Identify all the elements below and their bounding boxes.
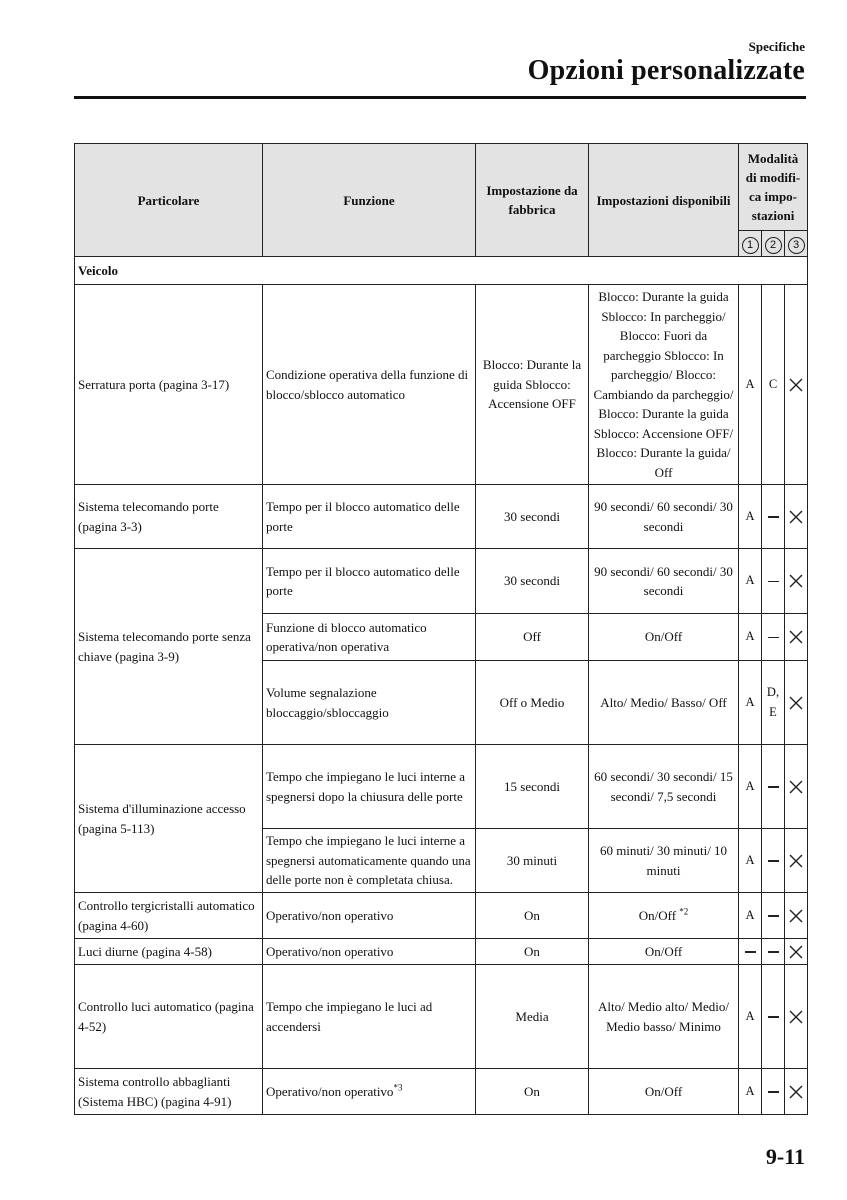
cell-disponibili [589, 893, 739, 939]
cell-mode-2 [762, 939, 785, 965]
page-title: Opzioni personalizzate [527, 55, 805, 86]
table-row [75, 893, 808, 939]
cell-mode-3 [785, 745, 808, 829]
cell-disponibili: 90 secondi/ 60 secondi/ 30 secondi [589, 549, 739, 614]
title-rule [74, 96, 806, 99]
group-header-veicolo: Veicolo [75, 257, 808, 285]
cell-mode-3 [785, 965, 808, 1069]
footnote-ref: *3 [393, 1082, 403, 1093]
dash-icon [768, 915, 779, 917]
dash-icon [768, 860, 779, 862]
cell-mode-2 [762, 893, 785, 939]
cell-disponibili-text: On/Off [638, 907, 677, 923]
cell-mode-2 [762, 485, 785, 549]
cell-mode-1: A [739, 965, 762, 1069]
cross-icon [789, 909, 803, 923]
cell-mode-2: D, E [762, 661, 785, 745]
mode-2-header [762, 231, 785, 257]
cell-disponibili: On/Off [589, 1069, 739, 1115]
cell-mode-1: A [739, 285, 762, 485]
cell-mode-3 [785, 893, 808, 939]
cell-mode-2 [762, 829, 785, 893]
cross-icon [789, 696, 803, 710]
cell-mode-3 [785, 939, 808, 965]
cell-disponibili: On/Off [589, 614, 739, 661]
cell-funzione: Operativo/non operativo [263, 939, 476, 965]
dash-icon [745, 951, 756, 953]
cell-particolare: Luci diurne (pagina 4-58) [75, 939, 263, 965]
dash-icon [768, 1091, 779, 1093]
cross-icon [789, 510, 803, 524]
cross-icon [789, 780, 803, 794]
cross-icon [789, 574, 803, 588]
cell-particolare: Controllo luci automatico (pagina 4-52) [75, 965, 263, 1069]
table-row [75, 965, 808, 1069]
table-row [75, 549, 808, 614]
table-row [75, 285, 808, 485]
cell-particolare: Controllo tergicristalli automatico (pagina 4-60) [75, 893, 263, 939]
cell-mode-1: A [739, 485, 762, 549]
header-particolare: Particolare [75, 144, 263, 257]
mode-1-circle-icon: 1 [742, 237, 759, 254]
cell-mode-1: A [739, 745, 762, 829]
cell-fabbrica: 30 secondi [476, 485, 589, 549]
cell-mode-2 [762, 1069, 785, 1115]
cross-icon [789, 854, 803, 868]
cell-disponibili: Alto/ Medio alto/ Medio/ Medio basso/ Minimo [589, 965, 739, 1069]
cell-disponibili: 60 secondi/ 30 secondi/ 15 secondi/ 7,5 secondi [589, 745, 739, 829]
cross-icon [789, 1010, 803, 1024]
cell-funzione: Funzione di blocco automatico operativa/non operativa [263, 614, 476, 661]
cell-mode-1: A [739, 829, 762, 893]
cell-funzione: Volume segnalazione bloccaggio/sbloccaggio [263, 661, 476, 745]
section-label: Specifiche [748, 39, 805, 54]
cell-fabbrica: On [476, 939, 589, 965]
dash-icon [768, 951, 779, 953]
cell-mode-1 [739, 939, 762, 965]
dash-icon [768, 516, 779, 518]
cell-disponibili: 60 minuti/ 30 minuti/ 10 minuti [589, 829, 739, 893]
cell-mode-3 [785, 829, 808, 893]
cell-disponibili: Blocco: Durante la guida Sblocco: In parcheggio/ Blocco: Fuori da parcheggio Sblocco: In parcheggio/ Blocco: Cambiando da parcheggio/ Blocco: Durante la guida Sblocco: Accensione OFF/ Blocco: Durante la guida/ Off [589, 285, 739, 485]
table-row [75, 1069, 808, 1115]
dash-icon [768, 1016, 779, 1018]
cell-fabbrica: Media [476, 965, 589, 1069]
page-number: 9-11 [765, 1144, 805, 1169]
mode-2-circle-icon: 2 [765, 237, 782, 254]
cell-fabbrica: Off [476, 614, 589, 661]
cell-mode-1: A [739, 549, 762, 614]
cell-fabbrica: 15 secondi [476, 745, 589, 829]
cell-mode-1: A [739, 893, 762, 939]
cell-funzione: Tempo per il blocco automatico delle porte [263, 485, 476, 549]
cell-mode-2 [762, 549, 785, 614]
cell-particolare: Sistema telecomando porte (pagina 3-3) [75, 485, 263, 549]
cell-disponibili: On/Off [589, 939, 739, 965]
dash-icon [768, 581, 779, 583]
cell-mode-2: C [762, 285, 785, 485]
cell-funzione: Tempo che impiegano le luci ad accendersi [263, 965, 476, 1069]
cross-icon [789, 378, 803, 392]
cell-fabbrica: Off o Medio [476, 661, 589, 745]
footnote-ref: *2 [679, 906, 689, 917]
table-row [75, 745, 808, 829]
cell-funzione-text: Operativo/non operativo [266, 1083, 394, 1099]
cell-mode-3 [785, 614, 808, 661]
cell-fabbrica: Blocco: Durante la guida Sblocco: Accensione OFF [476, 285, 589, 485]
cell-fabbrica: On [476, 893, 589, 939]
dash-icon [768, 786, 779, 788]
cell-mode-2 [762, 614, 785, 661]
cell-fabbrica: 30 minuti [476, 829, 589, 893]
mode-1-header [739, 231, 762, 257]
cell-mode-3 [785, 549, 808, 614]
cell-funzione: Condizione operativa della funzione di blocco/sblocco automatico [263, 285, 476, 485]
cross-icon [789, 630, 803, 644]
cell-funzione: Tempo che impiegano le luci interne a spegnersi dopo la chiusura delle porte [263, 745, 476, 829]
header-modalita: Modalità di modifi-ca impo-stazioni [739, 144, 808, 231]
cell-particolare: Sistema d'illuminazione accesso (pagina 5-113) [75, 745, 263, 893]
dash-icon [768, 637, 779, 639]
cross-icon [789, 945, 803, 959]
header-impostazioni-disponibili: Impostazioni disponibili [589, 144, 739, 257]
cell-funzione: Tempo per il blocco automatico delle porte [263, 549, 476, 614]
cell-mode-1: A [739, 1069, 762, 1115]
cell-disponibili: Alto/ Medio/ Basso/ Off [589, 661, 739, 745]
mode-3-header [785, 231, 808, 257]
cell-fabbrica: On [476, 1069, 589, 1115]
cell-particolare: Sistema controllo abbaglianti (Sistema HBC) (pagina 4-91) [75, 1069, 263, 1115]
header-funzione: Funzione [263, 144, 476, 257]
cell-fabbrica: 30 secondi [476, 549, 589, 614]
cell-mode-2 [762, 965, 785, 1069]
cell-mode-1: A [739, 614, 762, 661]
mode-3-circle-icon: 3 [788, 237, 805, 254]
cell-mode-3 [785, 485, 808, 549]
cell-funzione: Operativo/non operativo [263, 893, 476, 939]
cell-particolare: Sistema telecomando porte senza chiave (pagina 3-9) [75, 549, 263, 745]
table-row [75, 939, 808, 965]
cell-mode-3 [785, 285, 808, 485]
cell-mode-3 [785, 661, 808, 745]
cell-mode-2 [762, 745, 785, 829]
table-row [75, 485, 808, 549]
cell-funzione: Tempo che impiegano le luci interne a spegnersi automaticamente quando una delle porte non è completata chiusa. [263, 829, 476, 893]
cell-funzione [263, 1069, 476, 1115]
cell-particolare: Serratura porta (pagina 3-17) [75, 285, 263, 485]
header-impostazione-fabbrica: Impostazione da fabbrica [476, 144, 589, 257]
cell-mode-3 [785, 1069, 808, 1115]
cell-mode-1: A [739, 661, 762, 745]
custom-options-table [74, 143, 808, 1115]
cell-disponibili: 90 secondi/ 60 secondi/ 30 secondi [589, 485, 739, 549]
cross-icon [789, 1085, 803, 1099]
